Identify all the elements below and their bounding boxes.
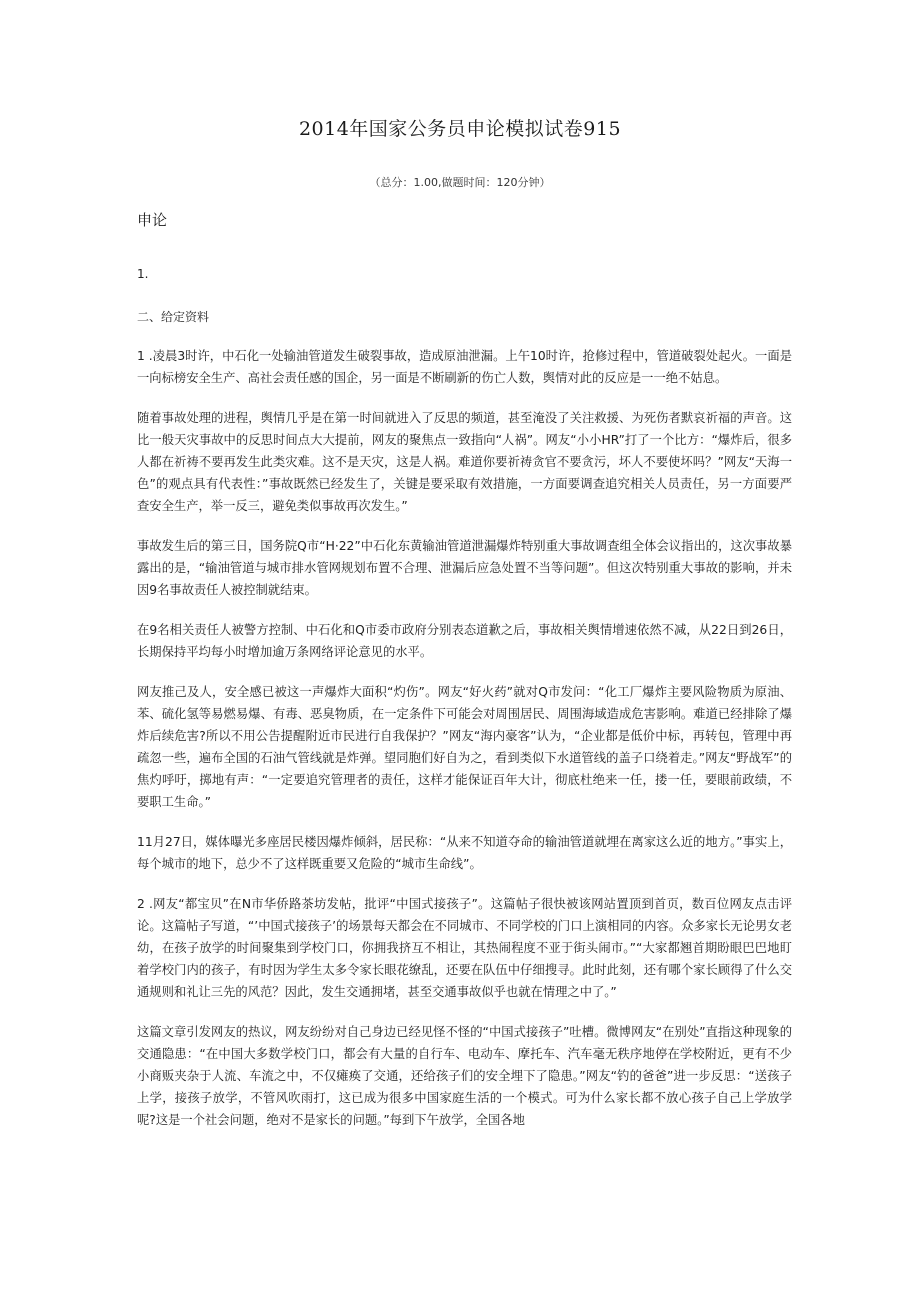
paragraph: 这篇文章引发网友的热议，网友纷纷对自己身边已经见怪不怪的“中国式接孩子”吐槽。微博网友“在别处”直指这种现象的交通隐患：“在中国大多数学校门口，都会有大量的自行车、电动车、摩托车、汽车毫无秩序地停在学校附近，更有不少小商贩夹杂于人流、车流之中，不仅瘫痪了交通，还给孩子们的安全埋下了隐患。”网友“钓的爸爸”进一步反思：“送孩子上学，接孩子放学，不管风吹雨打，这已成为很多中国家庭生活的一个模式。可为什么家长都不放心孩子自己上学放学呢?这是一个社会问题，绝对不是家长的问题。”每到下午放学，全国各地 (137, 1025, 792, 1127)
paragraph: 在9名相关责任人被警方控制、中石化和Q市委市政府分别表态道歉之后，事故相关舆情增速依然不减，从22日到26日，长期保持平均每小时增加逾万条网络评论意见的水平。 (137, 623, 792, 659)
materials-heading: 二、给定资料 (137, 310, 210, 324)
document-title: 2014年国家公务员申论模拟试卷915 (298, 118, 622, 140)
paragraph: 随着事故处理的进程，舆情几乎是在第一时间就进入了反思的频道，甚至淹没了关注救援、为死伤者默哀祈福的声音。这比一般天灾事故中的反思时间点大大提前，网友的聚焦点一致指向“人祸”。网友“小小HR”打了一个比方：“爆炸后，很多人都在祈祷不要再发生此类灾难。这不是天灾，这是人祸。难道你要祈祷贪官不要贪污，坏人不要使坏吗？”网友“天海一色”的观点具有代表性：”事故既然已经发生了，关键是要采取有效措施，一方面要调查追究相关人员责任，另一方面要严查安全生产，举一反三，避免类似事故再次发生。” (137, 411, 792, 513)
materials-body (137, 345, 792, 1149)
paragraph: 2 .网友“都宝贝”在N市华侨路茶坊发帖，批评“中国式接孩子”。这篇帖子很快被该网站置顶到首页，数百位网友点击评论。这篇帖子写道，“’中国式接孩子’的场景每天都会在不同城市、不同学校的门口上演相同的内容。众多家长无论男女老幼，在孩子放学的时间聚集到学校门口，你拥我挤互不相让，其热闹程度不亚于街头闹市。”“大家都翘首期盼眼巴巴地盯着学校门内的孩子，有时因为学生太多令家长眼花缭乱，还要在队伍中仔细搜寻。此时此刻，还有哪个家长顾得了什么交通规则和礼让三先的风范？因此，发生交通拥堵，甚至交通事故似乎也就在情理之中了。” (137, 897, 792, 999)
paragraph: 11月27日，媒体曝光多座居民楼因爆炸倾斜，居民称：“从来不知道夺命的输油管道就埋在离家这么近的地方。”事实上，每个城市的地下，总少不了这样既重要又危险的“城市生命线”。 (137, 835, 792, 871)
paragraph: 1 .凌晨3时许，中石化一处输油管道发生破裂事故，造成原油泄漏。上午10时许，抢修过程中，管道破裂处起火。一面是一向标榜安全生产、高社会责任感的国企，另一面是不断刷新的伤亡人数，舆情对此的反应是一一绝不姑息。 (137, 349, 792, 385)
paragraph: 网友推己及人，安全感已被这一声爆炸大面积“灼伤”。网友“好火药”就对Q市发问：“化工厂爆炸主要风险物质为原油、苯、硫化氢等易燃易爆、有毒、恶臭物质，在一定条件下可能会对周围居民、周围海域造成危害影响。难道已经排除了爆炸后续危害?所以不用公告提醒附近市民进行自我保护？”网友“海内豪客”认为，“企业都是低价中标，再转包，管理中再疏忽一些，遍布全国的石油气管线就是炸弹。望同胞们好自为之，看到类似下水道管线的盖子口绕着走。”网友“野战军”的焦灼呼吁，掷地有声：“一定要追究管理者的责任，这样才能保证百年大计，彻底杜绝来一任，搂一任，要眼前政绩，不要职工生命。” (137, 685, 792, 809)
section-title: 申论 (137, 211, 168, 229)
exam-meta: （总分：1.00,做题时间：120分钟） (369, 176, 551, 189)
paragraph: 事故发生后的第三日，国务院Q市“H·22”中石化东黄输油管道泄漏爆炸特别重大事故调查组全体会议指出的，这次事故暴露出的是，“输油管道与城市排水管网规划布置不合理、泄漏后应急处置不当等问题”。但这次特别重大事故的影响，并未因9名事故责任人被控制就结束。 (137, 539, 792, 597)
question-number: 1. (137, 267, 149, 281)
